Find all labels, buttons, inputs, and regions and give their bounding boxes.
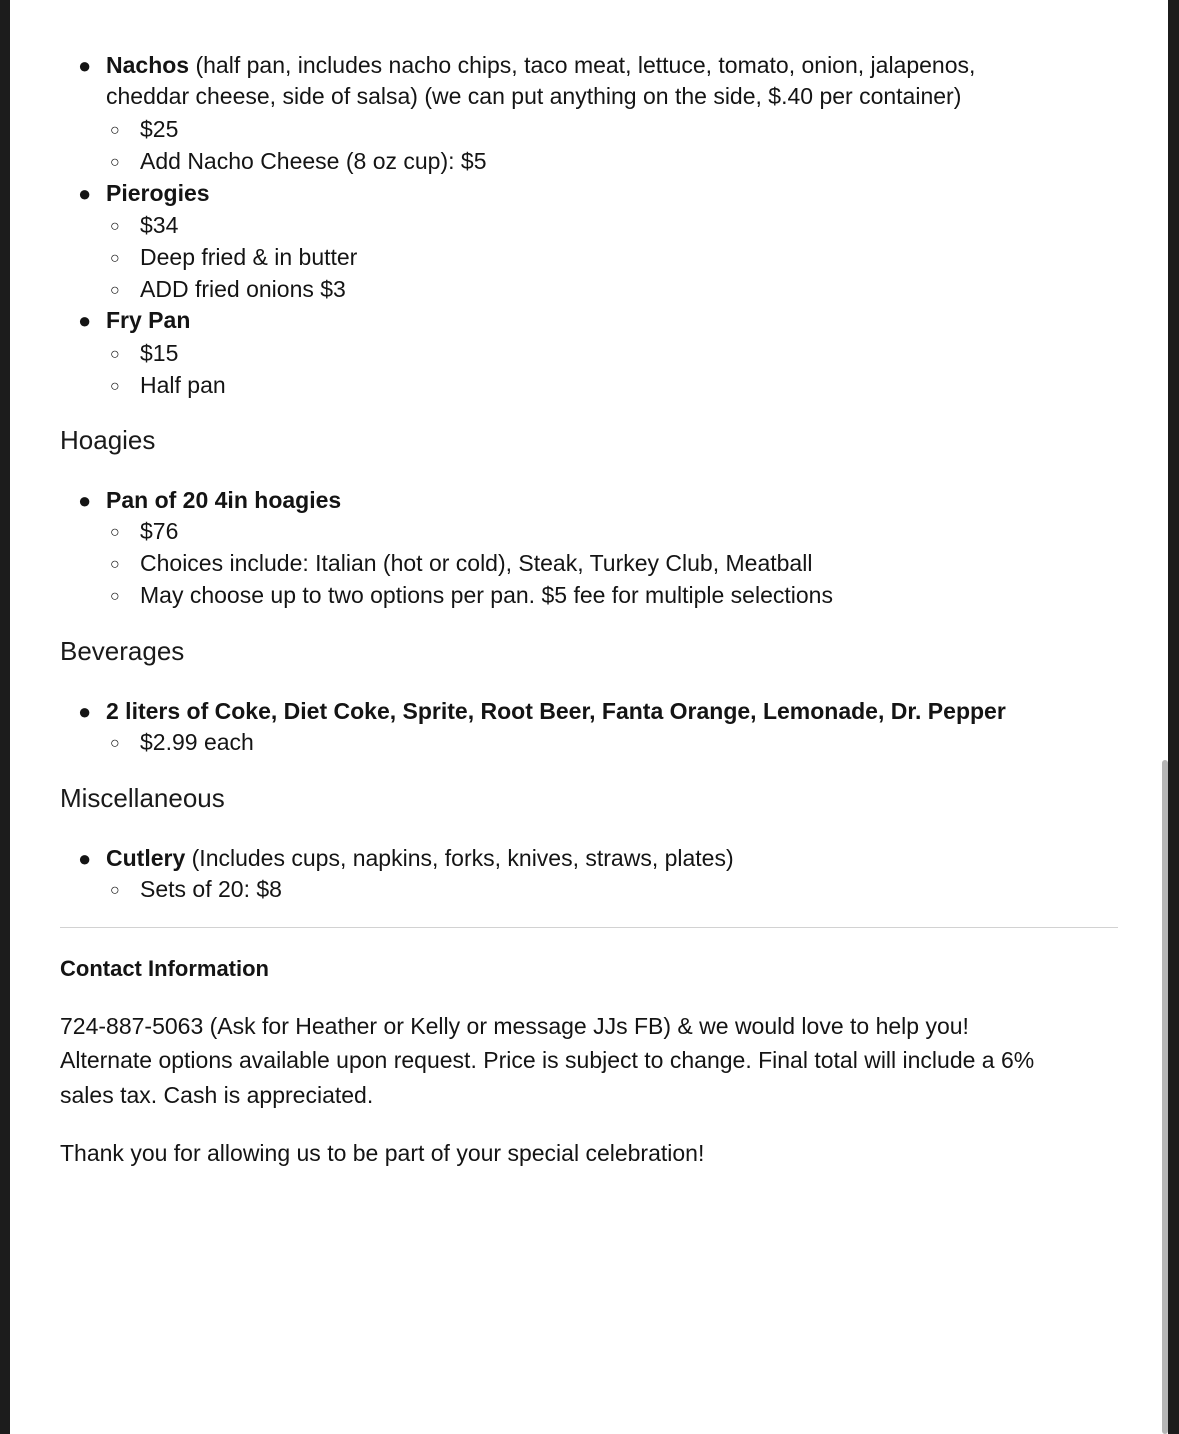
bullet-icon: ●	[78, 53, 92, 78]
cutlery-desc: (Includes cups, napkins, forks, knives, straws, plates)	[185, 845, 734, 871]
pierogies-item	[78, 178, 210, 209]
nachos-desc-cont: cheddar cheese, side of salsa) (we can put anything on the side, $.40 per container)	[106, 83, 962, 109]
fry-pan-item	[78, 305, 190, 336]
beverages-name: 2 liters of Coke, Diet Coke, Sprite, Root Beer, Fanta Orange, Lemonade, Dr. Pepper	[106, 698, 1006, 724]
contact-title: Contact Information	[60, 956, 269, 981]
nachos-name: Nachos	[106, 52, 190, 78]
sub-bullet-icon: ○	[110, 378, 120, 395]
contact-line-3: sales tax. Cash is appreciated.	[60, 1082, 374, 1108]
hoagies-choices: ○ Choices include: Italian (hot or cold), Steak, Turkey Club, Meatball	[110, 548, 812, 580]
fry-pan-name: Fry Pan	[106, 307, 191, 333]
hoagies-name: Pan of 20 4in hoagies	[106, 487, 342, 513]
misc-heading: Miscellaneous	[60, 783, 225, 813]
nachos-price: ○ $25	[110, 114, 178, 146]
sub-bullet-icon: ○	[110, 882, 120, 899]
cutlery-item	[78, 843, 734, 874]
contact-line-1: 724-887-5063 (Ask for Heather or Kelly or message JJs FB) & we would love to help you!	[60, 1013, 969, 1039]
sub-bullet-icon: ○	[110, 282, 120, 299]
hoagies-options: ○ May choose up to two options per pan. $5 fee for multiple selections	[110, 580, 833, 612]
pierogies-name: Pierogies	[106, 180, 210, 206]
cutlery-name: Cutlery	[106, 845, 186, 871]
thank-you-text: Thank you for allowing us to be part of your special celebration!	[60, 1140, 705, 1166]
sub-bullet-icon: ○	[110, 154, 120, 171]
bullet-icon: ●	[78, 308, 92, 333]
bullet-icon: ●	[78, 846, 92, 871]
bullet-icon: ●	[78, 488, 92, 513]
contact-line-2: Alternate options available upon request. Price is subject to change. Final total will include a 6%	[60, 1047, 1035, 1073]
section-divider	[60, 927, 1118, 928]
cutlery-price: ○ Sets of 20: $8	[110, 874, 282, 906]
sub-bullet-icon: ○	[110, 122, 120, 139]
nachos-addon: ○ Add Nacho Cheese (8 oz cup): $5	[110, 146, 486, 178]
sub-bullet-icon: ○	[110, 524, 120, 541]
nachos-desc: (half pan, includes nacho chips, taco meat, lettuce, tomato, onion, jalapenos,	[189, 52, 976, 78]
bullet-icon: ●	[78, 699, 92, 724]
scrollbar-track[interactable]	[1161, 0, 1168, 1434]
pierogies-detail: ○ Deep fried & in butter	[110, 242, 357, 274]
hoagies-price: ○ $76	[110, 516, 178, 548]
pierogies-addon: ○ ADD fried onions $3	[110, 274, 346, 306]
sub-bullet-icon: ○	[110, 556, 120, 573]
fry-pan-detail: ○ Half pan	[110, 370, 226, 402]
beverages-heading: Beverages	[60, 636, 185, 666]
hoagies-heading: Hoagies	[60, 425, 156, 455]
pierogies-price: ○ $34	[110, 210, 178, 242]
sub-bullet-icon: ○	[110, 346, 120, 363]
bullet-icon: ●	[78, 181, 92, 206]
beverages-item	[78, 696, 1006, 727]
sub-bullet-icon: ○	[110, 218, 120, 235]
sub-bullet-icon: ○	[110, 250, 120, 267]
fry-pan-price: ○ $15	[110, 338, 178, 370]
sub-bullet-icon: ○	[110, 588, 120, 605]
beverages-price: ○ $2.99 each	[110, 727, 254, 759]
scrollbar-thumb[interactable]	[1162, 760, 1168, 1434]
hoagies-item	[78, 485, 341, 516]
sub-bullet-icon: ○	[110, 735, 120, 752]
nachos-item	[78, 50, 975, 81]
